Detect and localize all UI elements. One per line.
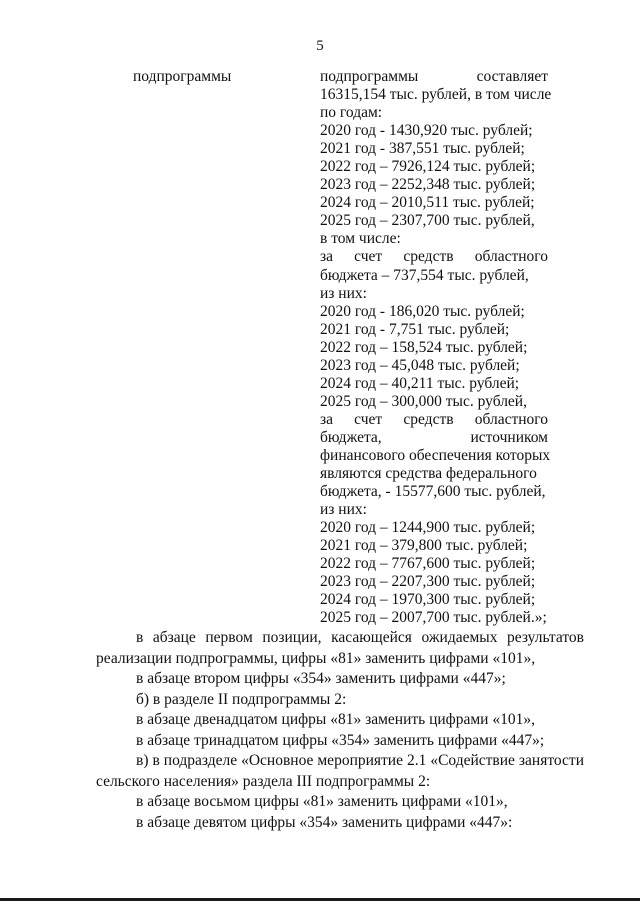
financing-line: бюджета, источником xyxy=(320,428,548,446)
financing-line: являются средства федерального xyxy=(320,465,537,483)
financing-line: по годам: xyxy=(320,104,383,122)
body-line: в абзаце тринадцатом цифры «354» заменить цифрами «447»; xyxy=(136,731,545,749)
financing-line: 2021 год - 387,551 тыс. рублей; xyxy=(320,140,525,158)
financing-line: из них: xyxy=(320,284,367,302)
financing-line: 2021 год – 379,800 тыс. рублей; xyxy=(320,537,528,555)
financing-line: в том числе: xyxy=(320,230,401,248)
financing-line: 2020 год – 1244,900 тыс. рублей; xyxy=(320,519,536,537)
financing-line: 2020 год - 186,020 тыс. рублей; xyxy=(320,302,525,320)
financing-line: 2022 год – 158,524 тыс. рублей; xyxy=(320,338,528,356)
financing-line: финансового обеспечения которых xyxy=(320,446,551,464)
financing-line: 2025 год – 300,000 тыс. рублей, xyxy=(320,392,527,410)
body-line: в абзаце девятом цифры «354» заменить цифрами «447»: xyxy=(136,813,513,831)
body-line: в) в подразделе «Основное мероприятие 2.1 «Содействие занятости xyxy=(136,752,584,769)
financing-line: 2023 год – 2252,348 тыс. рублей; xyxy=(320,176,536,194)
financing-line: 2023 год – 45,048 тыс. рублей; xyxy=(320,356,520,374)
left-column-label: подпрограммы xyxy=(133,68,232,85)
financing-details-column xyxy=(320,68,552,627)
financing-line: 2024 год – 1970,300 тыс. рублей; xyxy=(320,591,536,609)
body-line: в абзаце восьмом цифры «81» заменить цифрами «101», xyxy=(136,793,508,810)
financing-line: 2024 год – 40,211 тыс. рублей; xyxy=(320,374,520,392)
body-line: в абзаце первом позиции, касающейся ожидаемых результатов xyxy=(136,629,584,646)
financing-line: 2022 год – 7926,124 тыс. рублей; xyxy=(320,158,536,176)
financing-line: 2021 год - 7,751 тыс. рублей; xyxy=(320,320,510,338)
body-line: в абзаце двенадцатом цифры «81» заменить цифрами «101», xyxy=(136,711,535,728)
financing-line: 2023 год – 2207,300 тыс. рублей; xyxy=(320,573,536,591)
body-line: реализации подпрограммы, цифры «81» заменить цифрами «101», xyxy=(96,649,536,667)
page-bottom-edge xyxy=(0,898,640,901)
financing-line: подпрограммы составляет xyxy=(320,68,548,85)
body-line: б) в разделе II подпрограммы 2: xyxy=(136,690,347,708)
financing-line: 2022 год – 7767,600 тыс. рублей; xyxy=(320,555,536,573)
financing-line: 16315,154 тыс. рублей, в том числе xyxy=(320,86,552,104)
financing-line: 2024 год – 2010,511 тыс. рублей; xyxy=(320,194,535,212)
body-line: сельского населения» раздела III подпрограммы 2: xyxy=(96,772,431,790)
financing-line: 2025 год – 2007,700 тыс. рублей.»; xyxy=(320,609,547,627)
amendment-paragraphs xyxy=(96,628,584,833)
financing-line: бюджета – 737,554 тыс. рублей, xyxy=(320,266,529,284)
financing-line: 2020 год - 1430,920 тыс. рублей; xyxy=(320,122,533,140)
body-line: в абзаце втором цифры «354» заменить цифрами «447»; xyxy=(136,670,506,687)
financing-line: за счет средств областного xyxy=(320,410,548,428)
page-number: 5 xyxy=(316,38,324,54)
financing-line: за счет средств областного xyxy=(320,248,548,266)
financing-line: 2025 год – 2307,700 тыс. рублей, xyxy=(320,212,535,230)
financing-line: бюджета, - 15577,600 тыс. рублей, xyxy=(320,483,546,501)
financing-line: из них: xyxy=(320,501,367,519)
